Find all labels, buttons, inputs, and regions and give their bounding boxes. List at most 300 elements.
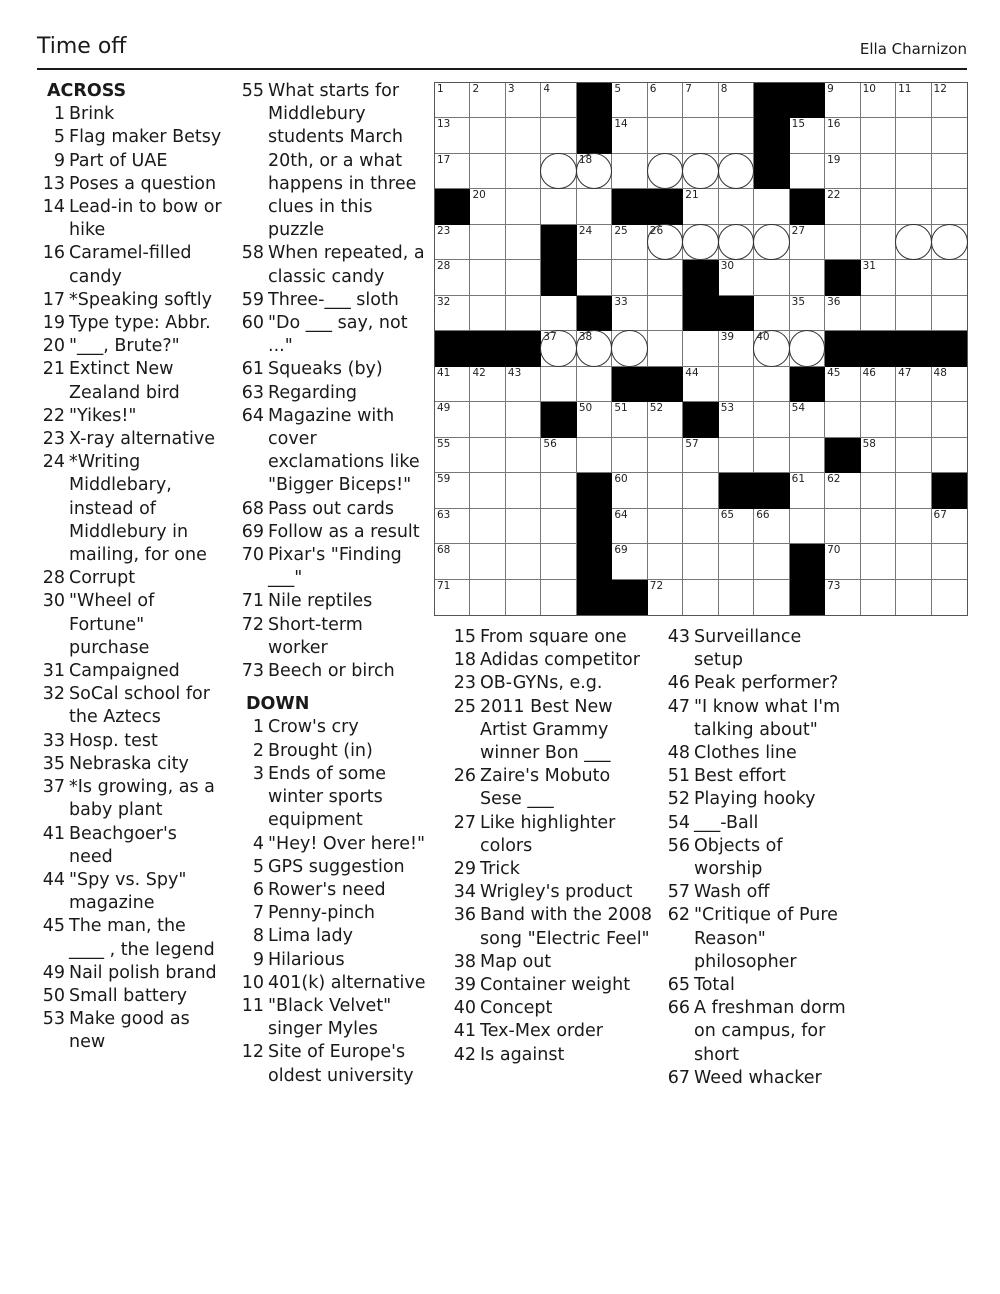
- clue-text: "Hey! Over here!": [268, 833, 426, 854]
- clue-number: 73: [241, 661, 264, 682]
- grid-cell[interactable]: [435, 296, 470, 331]
- grid-cell[interactable]: [683, 544, 718, 579]
- clue-text: Nail polish brand: [69, 962, 217, 983]
- grid-cell[interactable]: [719, 118, 754, 153]
- grid-cell[interactable]: [612, 438, 647, 473]
- grid-cell[interactable]: [506, 544, 541, 579]
- down-clue-57[interactable]: [662, 881, 852, 904]
- down-clue-5[interactable]: [236, 856, 426, 879]
- down-clue-62[interactable]: [662, 904, 852, 974]
- grid-block: [648, 367, 683, 402]
- down-clue-10[interactable]: [236, 972, 426, 995]
- grid-cell[interactable]: [648, 544, 683, 579]
- grid-cell[interactable]: [896, 438, 931, 473]
- grid-cell[interactable]: [754, 580, 789, 615]
- grid-cell[interactable]: [683, 438, 718, 473]
- down-clue-54[interactable]: [662, 812, 852, 835]
- across-clue-17[interactable]: [37, 289, 222, 312]
- grid-cell[interactable]: [612, 331, 647, 366]
- down-clue-2[interactable]: [236, 740, 426, 763]
- grid-cell[interactable]: [825, 509, 860, 544]
- grid-cell[interactable]: [896, 83, 931, 118]
- grid-cell[interactable]: [435, 509, 470, 544]
- grid-cell[interactable]: [648, 225, 683, 260]
- grid-cell[interactable]: [648, 83, 683, 118]
- grid-cell[interactable]: [577, 225, 612, 260]
- grid-cell[interactable]: [470, 509, 505, 544]
- grid-cell[interactable]: [719, 154, 754, 189]
- grid-cell[interactable]: [683, 118, 718, 153]
- grid-cell[interactable]: [932, 296, 967, 331]
- grid-cell[interactable]: [790, 260, 825, 295]
- grid-cell[interactable]: [506, 580, 541, 615]
- grid-cell[interactable]: [470, 225, 505, 260]
- grid-cell[interactable]: [470, 580, 505, 615]
- grid-cell[interactable]: [932, 509, 967, 544]
- down-clue-46[interactable]: [662, 672, 852, 695]
- grid-cell[interactable]: [896, 473, 931, 508]
- across-clue-9[interactable]: [37, 150, 222, 173]
- down-clue-12[interactable]: [236, 1041, 426, 1087]
- clue-number: 1: [53, 104, 65, 125]
- grid-cell[interactable]: [612, 118, 647, 153]
- grid-cell[interactable]: [435, 367, 470, 402]
- cell-number: 16: [827, 118, 841, 131]
- grid-cell[interactable]: [790, 402, 825, 437]
- grid-cell[interactable]: [648, 331, 683, 366]
- clue-text: Small battery: [69, 985, 188, 1006]
- grid-cell[interactable]: [648, 260, 683, 295]
- across-clue-44[interactable]: [37, 869, 222, 915]
- grid-cell[interactable]: [470, 189, 505, 224]
- grid-cell[interactable]: [541, 509, 576, 544]
- down-clue-52[interactable]: [662, 788, 852, 811]
- grid-cell[interactable]: [648, 580, 683, 615]
- across-clue-68[interactable]: [236, 498, 426, 521]
- grid-cell[interactable]: [896, 544, 931, 579]
- across-clue-1[interactable]: [37, 103, 222, 126]
- grid-cell[interactable]: [896, 225, 931, 260]
- grid-cell[interactable]: [754, 544, 789, 579]
- grid-cell[interactable]: [932, 154, 967, 189]
- grid-cell[interactable]: [932, 438, 967, 473]
- grid-cell[interactable]: [683, 225, 718, 260]
- grid-cell[interactable]: [719, 225, 754, 260]
- grid-cell[interactable]: [541, 118, 576, 153]
- down-clue-29[interactable]: [448, 858, 653, 881]
- cell-number: 43: [507, 366, 522, 379]
- grid-cell[interactable]: [719, 83, 754, 118]
- grid-cell[interactable]: [719, 402, 754, 437]
- grid-cell[interactable]: [683, 83, 718, 118]
- clue-number: 54: [667, 812, 690, 833]
- grid-cell[interactable]: [506, 189, 541, 224]
- down-clue-3[interactable]: [236, 763, 426, 833]
- grid-cell[interactable]: [541, 544, 576, 579]
- grid-cell[interactable]: [790, 296, 825, 331]
- down-clue-42[interactable]: [448, 1044, 653, 1067]
- across-clue-60[interactable]: [236, 312, 426, 358]
- grid-cell[interactable]: [648, 473, 683, 508]
- cell-number: 5: [614, 83, 622, 95]
- down-clue-34[interactable]: [448, 881, 653, 904]
- clue-text: Trick: [480, 859, 520, 880]
- grid-cell[interactable]: [861, 509, 896, 544]
- grid-cell[interactable]: [506, 367, 541, 402]
- grid-cell[interactable]: [825, 473, 860, 508]
- cell-number: 55: [437, 437, 451, 450]
- across-clue-61[interactable]: [236, 358, 426, 381]
- across-clue-24[interactable]: [37, 451, 222, 567]
- clue-number: 53: [42, 1009, 65, 1030]
- grid-cell[interactable]: [470, 83, 505, 118]
- grid-cell[interactable]: [541, 438, 576, 473]
- clue-number: 66: [667, 998, 690, 1019]
- clue-text: A freshman dorm on campus, for short: [694, 998, 846, 1065]
- grid-cell[interactable]: [435, 473, 470, 508]
- grid-cell[interactable]: [825, 367, 860, 402]
- grid-cell[interactable]: [541, 189, 576, 224]
- grid-cell[interactable]: [861, 473, 896, 508]
- grid-cell[interactable]: [470, 473, 505, 508]
- cell-number: 70: [827, 544, 841, 557]
- grid-cell[interactable]: [790, 473, 825, 508]
- grid-cell[interactable]: [861, 118, 896, 153]
- clue-text: Poses a question: [69, 173, 217, 194]
- cell-number: 35: [791, 295, 806, 308]
- grid-cell[interactable]: [861, 83, 896, 118]
- grid-cell[interactable]: [932, 189, 967, 224]
- grid-cell[interactable]: [896, 367, 931, 402]
- grid-cell[interactable]: [470, 367, 505, 402]
- clue-number: 14: [42, 197, 65, 218]
- grid-cell[interactable]: [470, 118, 505, 153]
- grid-cell[interactable]: [896, 118, 931, 153]
- grid-cell[interactable]: [577, 154, 612, 189]
- grid-block: [754, 118, 789, 153]
- grid-cell[interactable]: [506, 296, 541, 331]
- grid-cell[interactable]: [754, 509, 789, 544]
- across-clue-63[interactable]: [236, 382, 426, 405]
- across-clue-53[interactable]: [37, 1008, 222, 1054]
- cell-number: 7: [685, 83, 692, 95]
- grid-cell[interactable]: [754, 331, 789, 366]
- grid-cell[interactable]: [896, 296, 931, 331]
- down-clue-38[interactable]: [448, 951, 653, 974]
- grid-cell[interactable]: [825, 83, 860, 118]
- grid-cell[interactable]: [506, 438, 541, 473]
- across-clue-32[interactable]: [37, 683, 222, 729]
- cell-number: 51: [614, 402, 628, 415]
- clue-number: 64: [241, 405, 264, 426]
- across-clue-73[interactable]: [236, 660, 426, 683]
- down-clue-66[interactable]: [662, 997, 852, 1067]
- grid-cell[interactable]: [754, 189, 789, 224]
- grid-cell[interactable]: [683, 189, 718, 224]
- grid-cell[interactable]: [932, 225, 967, 260]
- grid-cell[interactable]: [683, 154, 718, 189]
- cell-number: 21: [685, 189, 699, 202]
- grid-cell[interactable]: [577, 402, 612, 437]
- across-clue-55[interactable]: [236, 80, 426, 242]
- grid-cell[interactable]: [541, 367, 576, 402]
- down-clue-9[interactable]: [236, 949, 426, 972]
- down-clue-47[interactable]: [662, 696, 852, 742]
- grid-cell[interactable]: [754, 225, 789, 260]
- grid-cell[interactable]: [861, 296, 896, 331]
- across-clue-50[interactable]: [37, 985, 222, 1008]
- down-clue-41[interactable]: [448, 1020, 653, 1043]
- down-clue-51[interactable]: [662, 765, 852, 788]
- grid-cell[interactable]: [932, 260, 967, 295]
- down-clue-25[interactable]: [448, 696, 653, 766]
- across-clue-13[interactable]: [37, 173, 222, 196]
- grid-cell[interactable]: [648, 296, 683, 331]
- grid-cell[interactable]: [861, 367, 896, 402]
- across-clue-70[interactable]: [236, 544, 426, 590]
- clue-number: 62: [667, 905, 690, 926]
- grid-cell[interactable]: [435, 580, 470, 615]
- grid-cell[interactable]: [825, 118, 860, 153]
- grid-cell[interactable]: [896, 509, 931, 544]
- across-clue-14[interactable]: [37, 196, 222, 242]
- grid-cell[interactable]: [861, 260, 896, 295]
- down-clue-39[interactable]: [448, 974, 653, 997]
- down-clue-65[interactable]: [662, 974, 852, 997]
- grid-cell[interactable]: [506, 473, 541, 508]
- grid-cell[interactable]: [683, 367, 718, 402]
- grid-cell[interactable]: [506, 509, 541, 544]
- grid-cell[interactable]: [577, 260, 612, 295]
- clue-number: 18: [453, 650, 476, 671]
- grid-cell[interactable]: [612, 296, 647, 331]
- across-clue-23[interactable]: [37, 428, 222, 451]
- grid-cell[interactable]: [541, 296, 576, 331]
- across-clue-28[interactable]: [37, 567, 222, 590]
- grid-cell[interactable]: [648, 118, 683, 153]
- grid-cell[interactable]: [754, 260, 789, 295]
- grid-cell[interactable]: [861, 154, 896, 189]
- grid-cell[interactable]: [932, 402, 967, 437]
- grid-cell[interactable]: [861, 402, 896, 437]
- down-clue-26[interactable]: [448, 765, 653, 811]
- grid-cell[interactable]: [896, 154, 931, 189]
- grid-cell[interactable]: [754, 296, 789, 331]
- down-clue-15[interactable]: [448, 626, 653, 649]
- across-clue-19[interactable]: [37, 312, 222, 335]
- grid-cell[interactable]: [719, 367, 754, 402]
- across-clue-45[interactable]: [37, 915, 222, 961]
- grid-cell[interactable]: [825, 544, 860, 579]
- across-clue-41[interactable]: [37, 823, 222, 869]
- grid-cell[interactable]: [719, 438, 754, 473]
- grid-cell[interactable]: [470, 260, 505, 295]
- grid-cell[interactable]: [648, 509, 683, 544]
- down-clue-67[interactable]: [662, 1067, 852, 1090]
- grid-cell[interactable]: [612, 260, 647, 295]
- grid-cell[interactable]: [719, 580, 754, 615]
- grid-cell[interactable]: [506, 402, 541, 437]
- grid-cell[interactable]: [790, 509, 825, 544]
- across-clue-31[interactable]: [37, 660, 222, 683]
- down-clue-18[interactable]: [448, 649, 653, 672]
- across-clue-33[interactable]: [37, 730, 222, 753]
- grid-cell[interactable]: [506, 154, 541, 189]
- grid-cell[interactable]: [790, 331, 825, 366]
- across-clue-49[interactable]: [37, 962, 222, 985]
- grid-cell[interactable]: [861, 438, 896, 473]
- grid-cell[interactable]: [577, 331, 612, 366]
- down-clue-23[interactable]: [448, 672, 653, 695]
- grid-cell[interactable]: [825, 189, 860, 224]
- clue-number: 33: [42, 730, 65, 751]
- grid-cell[interactable]: [719, 544, 754, 579]
- grid-cell[interactable]: [683, 331, 718, 366]
- grid-cell[interactable]: [470, 438, 505, 473]
- grid-cell[interactable]: [932, 580, 967, 615]
- down-clue-56[interactable]: [662, 835, 852, 881]
- grid-cell[interactable]: [754, 402, 789, 437]
- grid-cell[interactable]: [790, 225, 825, 260]
- grid-cell[interactable]: [719, 331, 754, 366]
- grid-cell[interactable]: [825, 580, 860, 615]
- across-clue-5[interactable]: [37, 126, 222, 149]
- grid-cell[interactable]: [719, 189, 754, 224]
- across-clue-30[interactable]: [37, 590, 222, 660]
- grid-cell[interactable]: [896, 189, 931, 224]
- grid-cell[interactable]: [435, 544, 470, 579]
- circle-marker-icon: [753, 224, 789, 260]
- grid-cell[interactable]: [506, 260, 541, 295]
- grid-cell[interactable]: [648, 402, 683, 437]
- grid-cell[interactable]: [683, 580, 718, 615]
- across-clue-64[interactable]: [236, 405, 426, 498]
- grid-cell[interactable]: [470, 402, 505, 437]
- across-clue-16[interactable]: [37, 242, 222, 288]
- grid-cell[interactable]: [435, 118, 470, 153]
- grid-cell[interactable]: [541, 473, 576, 508]
- grid-cell[interactable]: [896, 260, 931, 295]
- grid-cell[interactable]: [754, 367, 789, 402]
- grid-cell[interactable]: [861, 225, 896, 260]
- clue-text: Adidas competitor: [480, 650, 640, 671]
- grid-cell[interactable]: [577, 367, 612, 402]
- grid-cell[interactable]: [861, 544, 896, 579]
- grid-cell[interactable]: [612, 402, 647, 437]
- grid-cell[interactable]: [435, 402, 470, 437]
- grid-cell[interactable]: [648, 154, 683, 189]
- clue-text: Caramel-filled candy: [69, 243, 192, 287]
- across-clue-20[interactable]: [37, 335, 222, 358]
- grid-cell[interactable]: [790, 118, 825, 153]
- down-clue-6[interactable]: [236, 879, 426, 902]
- grid-cell[interactable]: [932, 118, 967, 153]
- grid-cell[interactable]: [754, 438, 789, 473]
- grid-cell[interactable]: [577, 438, 612, 473]
- grid-cell[interactable]: [506, 118, 541, 153]
- grid-cell[interactable]: [541, 580, 576, 615]
- clue-text: Wrigley's product: [480, 882, 633, 903]
- grid-cell[interactable]: [612, 509, 647, 544]
- grid-cell[interactable]: [825, 402, 860, 437]
- across-clue-21[interactable]: [37, 358, 222, 404]
- clue-text: "Critique of Pure Reason" philosopher: [694, 905, 838, 972]
- clue-number: 35: [42, 753, 65, 774]
- down-clue-11[interactable]: [236, 995, 426, 1041]
- grid-cell[interactable]: [612, 544, 647, 579]
- clue-text: Tex-Mex order: [480, 1021, 603, 1042]
- down-clue-4[interactable]: [236, 833, 426, 856]
- grid-cell[interactable]: [719, 260, 754, 295]
- down-clue-8[interactable]: [236, 925, 426, 948]
- grid-cell[interactable]: [435, 225, 470, 260]
- across-clue-72[interactable]: [236, 614, 426, 660]
- grid-cell[interactable]: [683, 473, 718, 508]
- grid-cell[interactable]: [648, 438, 683, 473]
- across-clue-37[interactable]: [37, 776, 222, 822]
- grid-cell[interactable]: [896, 580, 931, 615]
- grid-cell[interactable]: [932, 367, 967, 402]
- cell-number: 20: [472, 189, 486, 202]
- down-clue-36[interactable]: [448, 904, 653, 950]
- across-clue-69[interactable]: [236, 521, 426, 544]
- grid-cell[interactable]: [470, 544, 505, 579]
- grid-cell[interactable]: [435, 83, 470, 118]
- down-clue-48[interactable]: [662, 742, 852, 765]
- across-clue-58[interactable]: [236, 242, 426, 288]
- clue-text: Surveillance setup: [694, 627, 802, 671]
- grid-cell[interactable]: [932, 544, 967, 579]
- grid-cell[interactable]: [719, 509, 754, 544]
- grid-cell[interactable]: [612, 154, 647, 189]
- across-clue-59[interactable]: [236, 289, 426, 312]
- down-clue-7[interactable]: [236, 902, 426, 925]
- grid-cell[interactable]: [825, 225, 860, 260]
- down-clue-27[interactable]: [448, 812, 653, 858]
- grid-cell[interactable]: [506, 225, 541, 260]
- grid-cell[interactable]: [612, 83, 647, 118]
- across-clue-22[interactable]: [37, 405, 222, 428]
- grid-cell[interactable]: [612, 473, 647, 508]
- grid-cell[interactable]: [932, 83, 967, 118]
- grid-cell[interactable]: [541, 154, 576, 189]
- grid-cell[interactable]: [541, 83, 576, 118]
- down-clue-43[interactable]: [662, 626, 852, 672]
- grid-cell[interactable]: [506, 83, 541, 118]
- grid-cell[interactable]: [896, 402, 931, 437]
- down-clue-1[interactable]: [236, 716, 426, 739]
- across-clue-71[interactable]: [236, 590, 426, 613]
- grid-cell[interactable]: [790, 154, 825, 189]
- grid-cell[interactable]: [470, 296, 505, 331]
- grid-cell[interactable]: [683, 509, 718, 544]
- grid-cell[interactable]: [790, 438, 825, 473]
- grid-cell[interactable]: [541, 331, 576, 366]
- grid-cell[interactable]: [435, 438, 470, 473]
- grid-cell[interactable]: [612, 225, 647, 260]
- down-clue-40[interactable]: [448, 997, 653, 1020]
- grid-cell[interactable]: [825, 296, 860, 331]
- grid-cell[interactable]: [825, 154, 860, 189]
- grid-cell[interactable]: [861, 580, 896, 615]
- grid-cell[interactable]: [435, 260, 470, 295]
- grid-cell[interactable]: [577, 189, 612, 224]
- across-clue-35[interactable]: [37, 753, 222, 776]
- grid-cell[interactable]: [470, 154, 505, 189]
- grid-cell[interactable]: [435, 154, 470, 189]
- clue-text: Squeaks (by): [268, 359, 383, 380]
- grid-cell[interactable]: [861, 189, 896, 224]
